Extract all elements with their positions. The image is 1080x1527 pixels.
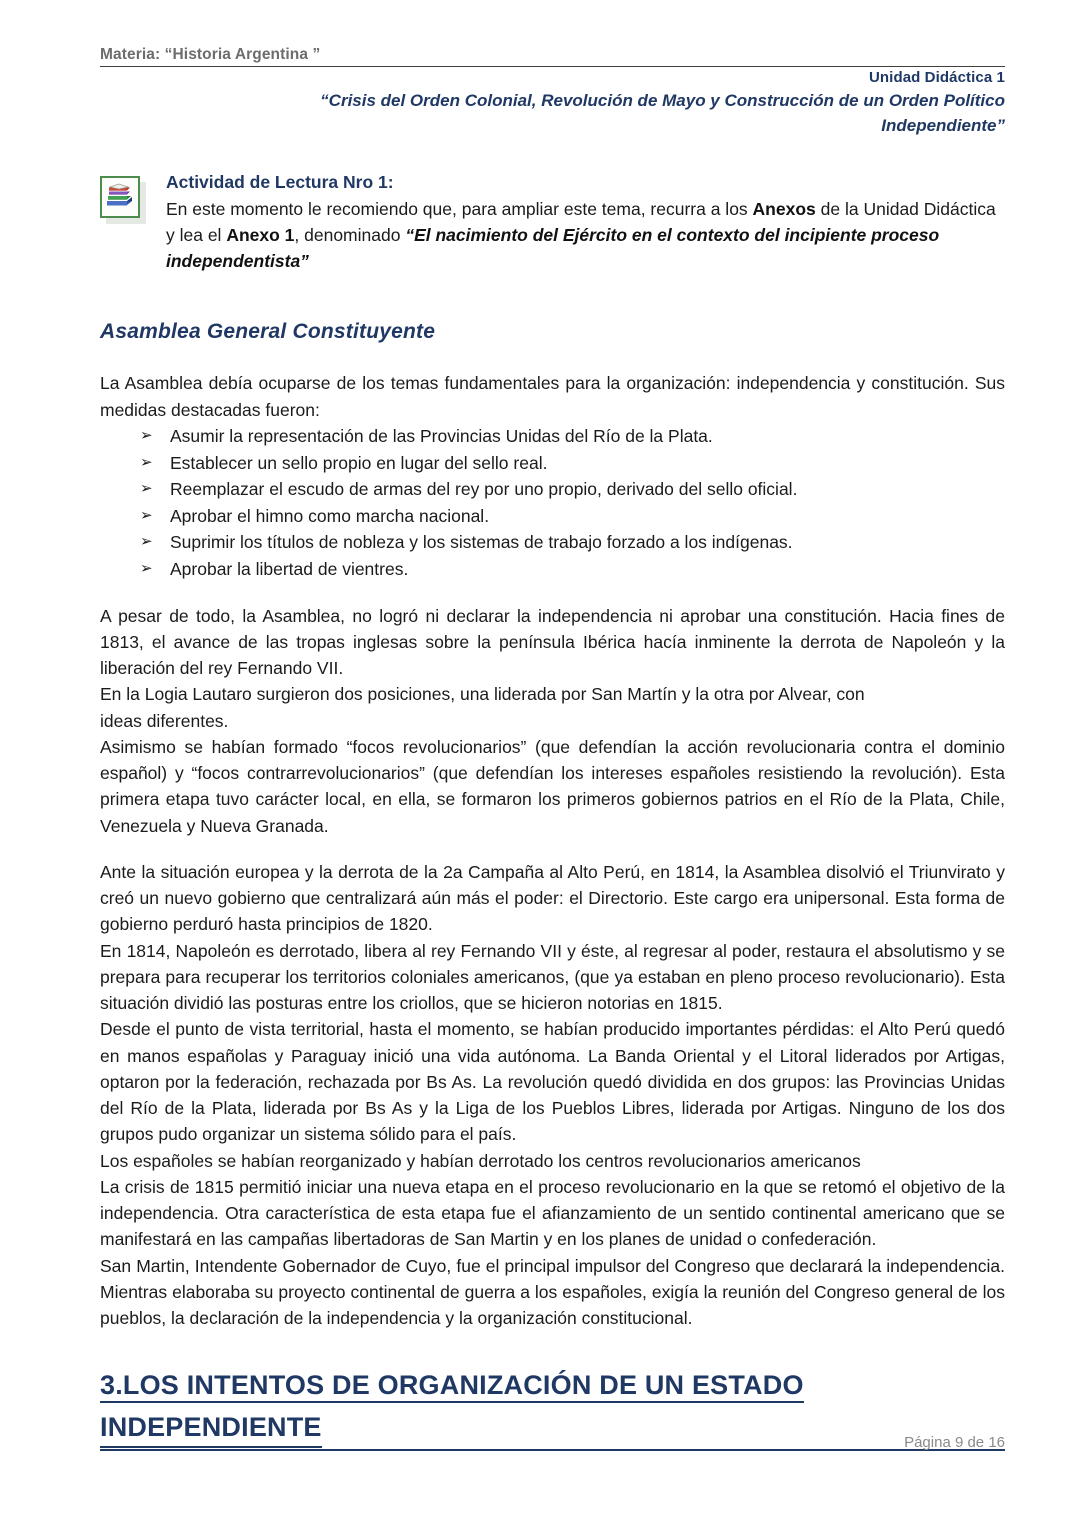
section-heading-asamblea: Asamblea General Constituyente [100,320,436,344]
list-item-label: Reemplazar el escudo de armas del rey por uno propio, derivado del sello oficial. [170,479,798,500]
paragraph-intro: La Asamblea debía ocuparse de los temas fundamentales para la organización: independencia y constitución. Sus medidas destacadas fueron: [100,373,1005,420]
activity-line2-mid: , denominado [294,224,406,245]
materia-label: Materia: “Historia Argentina ” [100,46,321,63]
paragraph-2: En la Logia Lautaro surgieron dos posiciones, una liderada por San Martín y la otra por Alvear, con [100,684,865,705]
arrow-bullet-icon: ➢ [140,453,153,471]
paragraph-3: ideas diferentes. [100,710,229,731]
arrow-bullet-icon: ➢ [140,480,153,498]
list-item [140,476,1005,503]
paragraph-10: San Martin, Intendente Gobernador de Cuyo, fue el principal impulsor del Congreso que declarará la independencia. Mientras elaboraba su proyecto continental de guerra a los españoles, exigía la reunión del Congreso general de los pueblos, la declaración de la independencia y la organización constitucional. [100,1255,1005,1329]
big-heading-line-2: INDEPENDIENTE [100,1409,322,1448]
paragraph-6: En 1814, Napoleón es derrotado, libera al rey Fernando VII y éste, al regresar al poder, restaura el absolutismo y se prepara para recuperar los territorios coloniales americanos, (que ya estaban en pleno proceso revolucionario). Esta situación dividió las posturas entre los criollos, que se hicieron notorias en 1815. [100,940,1005,1014]
page-header [100,0,1005,138]
list-item-label: Aprobar el himno como marcha nacional. [170,505,490,526]
paragraph-9: La crisis de 1815 permitió iniciar una nueva etapa en el proceso revolucionario en la que se retomó el objetivo de la independencia. Otra característica de esta etapa fue el afianzamiento de un sentido continental americano que se manifestará en las campañas libertadoras de San Martin y en los planes de unidad o confederación. [100,1176,1005,1250]
paragraph-5: Ante la situación europea y la derrota de la 2a Campaña al Alto Perú, en 1814, la Asamblea disolvió el Triunvirato y creó un nuevo gobierno que centralizará aún más el poder: el Directorio. Este cargo era unipersonal. Esta forma de gobierno perduró hasta principios de 1820. [100,861,1005,935]
activity-body [166,196,1005,275]
activity-anexo1-bold: Anexo 1 [226,224,295,245]
paragraph-8: Los españoles se habían reorganizado y habían derrotado los centros revolucionarios americanos [100,1150,861,1171]
stack-of-books-icon [100,176,144,222]
header-divider [100,66,1005,67]
page-content [100,0,1005,1451]
activity-title: Actividad de Lectura Nro 1: [166,172,394,193]
big-heading-line-1: 3.LOS INTENTOS DE ORGANIZACIÓN DE UN ESTADO [100,1370,804,1403]
paragraph-7: Desde el punto de vista territorial, hasta el momento, se habían producido importantes pérdidas: el Alto Perú quedó en manos españolas y Paraguay inició una vida autónoma. La Banda Oriental y el Litoral liderados por Artigas, optaron por la federación, rechazada por Bs As. La revolución quedó dividida en dos grupos: las Provincias Unidas del Río de la Plata, liderada por Bs As y la Liga de los Pueblos Libres, liderada por Artigas. Ninguno de los dos grupos pudo organizar un sistema sólido para el país. [100,1019,1005,1145]
activity-annex-title: “El nacimiento del Ejército en el contexto del incipiente proceso independentista” [166,224,940,272]
list-item-label: Asumir la representación de las Provincias Unidas del Río de la Plata. [170,425,713,446]
list-item [140,423,1005,450]
activity-callout [100,170,1005,274]
document-subtitle: “Crisis del Orden Colonial, Revolución de Mayo y Construcción de un Orden Político Independiente” [320,91,1005,135]
list-item [140,529,1005,556]
books-glyph [103,180,137,214]
activity-anexos-bold: Anexos [752,198,816,219]
list-item [140,450,1005,477]
measures-list [100,423,1005,583]
list-item [140,503,1005,530]
page-number-label: Página 9 de 16 [904,1434,1005,1451]
arrow-bullet-icon: ➢ [140,559,153,577]
list-item [140,556,1005,583]
activity-line2-pre: de la Unidad Didáctica y lea el [166,198,996,245]
list-item-label: Establecer un sello propio en lugar del sello real. [170,452,548,473]
arrow-bullet-icon: ➢ [140,533,153,551]
page-footer [100,1434,1005,1451]
paragraph-4: Asimismo se habían formado “focos revolucionarios” (que defendían la acción revolucionaria contra el dominio español) y “focos contrarrevolucionarios” (que defendían los intereses españoles resistiendo la revolución). Esta primera etapa tuvo carácter local, en ella, se formaron los primeros gobiernos patrios en el Río de la Plata, Chile, Venezuela y Nueva Granada. [100,736,1005,836]
activity-icon-wrapper [100,170,152,222]
paragraph-1: A pesar de todo, la Asamblea, no logró ni declarar la independencia ni aprobar una constitución. Hacia fines de 1813, el avance de las tropas inglesas sobre la península Ibérica hacía inminente la derrota de Napoleón y la liberación del rey Fernando VII. [100,605,1005,679]
activity-line1-pre: En este momento le recomiendo que, para ampliar este tema, recurra a los [166,198,753,219]
arrow-bullet-icon: ➢ [140,426,153,444]
arrow-bullet-icon: ➢ [140,506,153,524]
list-item-label: Suprimir los títulos de nobleza y los sistemas de trabajo forzado a los indígenas. [170,532,793,553]
activity-text [152,170,1005,274]
unidad-didactica-label: Unidad Didáctica 1 [868,69,1005,87]
list-item-label: Aprobar la libertad de vientres. [170,558,409,579]
